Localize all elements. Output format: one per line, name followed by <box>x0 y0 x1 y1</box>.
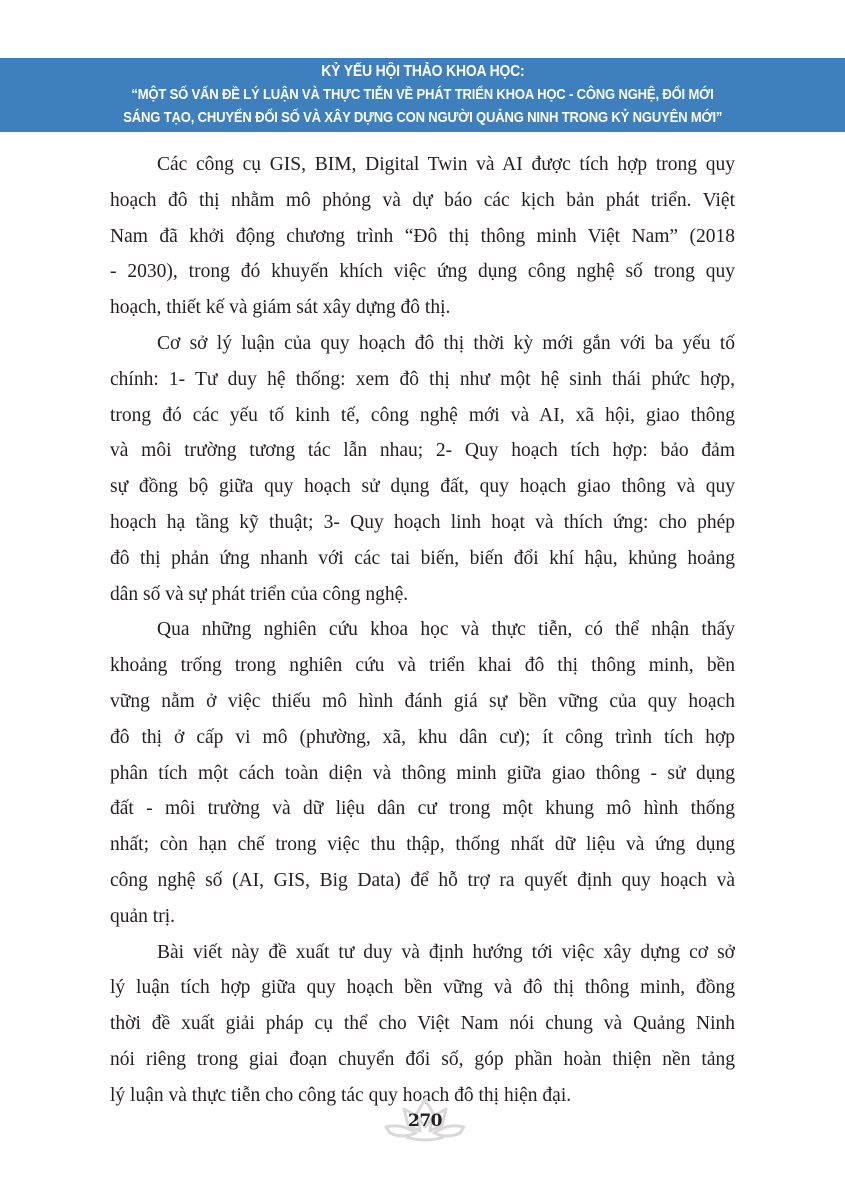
text-line: chính: 1- Tư duy hệ thống: xem đô thị như một hệ sinh thái phức hợp, <box>110 368 735 390</box>
paragraph-2 <box>110 326 735 612</box>
text-line: Cơ sở lý luận của quy hoạch đô thị thời kỳ mới gắn với ba yếu tố <box>157 332 735 354</box>
text-line: thời đề xuất giải pháp cụ thể cho Việt Nam nói chung và Quảng Ninh <box>110 1013 735 1035</box>
text-line: phân tích một cách toàn diện và thông minh giữa giao thông - sử dụng <box>110 762 735 784</box>
text-line: đất - môi trường và dữ liệu dân cư trong một khung mô hình thống <box>110 798 735 820</box>
text-line: Qua những nghiên cứu khoa học và thực tiễn, có thể nhận thấy <box>157 619 735 641</box>
text-line: Bài viết này đề xuất tư duy và định hướng tới việc xây dựng cơ sở <box>157 941 735 963</box>
text-line: hoạch đô thị nhằm mô phỏng và dự báo các kịch bản phát triển. Việt <box>110 189 735 211</box>
text-line: trong đó các yếu tố kinh tế, công nghệ mới và AI, xã hội, giao thông <box>110 404 735 426</box>
text-line: quản trị. <box>110 905 175 927</box>
text-line: dân số và sự phát triển của công nghệ. <box>110 583 409 605</box>
text-line: lý luận và thực tiễn cho công tác quy hoạch đô thị hiện đại. <box>110 1084 572 1106</box>
text-line: Nam đã khởi động chương trình “Đô thị thông minh Việt Nam” (2018 <box>110 225 735 247</box>
text-line: đô thị ở cấp vi mô (phường, xã, khu dân cư); ít công trình tích hợp <box>110 726 735 748</box>
header-subtitle-line-2-text: SÁNG TẠO, CHUYỂN ĐỔI SỐ VÀ XÂY DỰNG CON NGƯỜI QUẢNG NINH TRONG KỶ NGUYÊN MỚI” <box>122 110 722 126</box>
text-line: và môi trường tương tác lẫn nhau; 2- Quy hoạch tích hợp: bảo đảm <box>110 440 735 462</box>
text-line: lý luận tích hợp giữa quy hoạch bền vững và đô thị thông minh, đồng <box>110 977 735 999</box>
header-title <box>0 62 845 82</box>
text-line: công nghệ số (AI, GIS, Big Data) để hỗ trợ ra quyết định quy hoạch và <box>110 869 735 891</box>
text-line: đô thị phản ứng nhanh với các tai biến, biến đổi khí hậu, khủng hoảng <box>110 547 735 569</box>
header-title-text: KỶ YẾU HỘI THẢO KHOA HỌC: <box>320 63 525 80</box>
paragraph-3 <box>110 612 735 934</box>
text-line: khoảng trống trong nghiên cứu và triển khai đô thị thông minh, bền <box>110 655 735 677</box>
header-subtitle-line-1 <box>0 85 845 105</box>
text-line: hoạch, thiết kế và giám sát xây dựng đô thị. <box>110 297 451 319</box>
text-line: vững nằm ở việc thiếu mô hình đánh giá sự bền vững của quy hoạch <box>110 690 735 712</box>
text-line: - 2030), trong đó khuyến khích việc ứng dụng công nghệ số trong quy <box>110 261 735 283</box>
text-line: hoạch hạ tầng kỹ thuật; 3- Quy hoạch linh hoạt và thích ứng: cho phép <box>110 511 735 533</box>
conference-header-banner <box>0 58 845 132</box>
text-line: Các công cụ GIS, BIM, Digital Twin và AI được tích hợp trong quy <box>157 154 735 175</box>
page-number: 270 <box>408 1111 442 1131</box>
text-line: nói riêng trong giai đoạn chuyển đổi số, góp phần hoàn thiện nền tảng <box>110 1048 735 1070</box>
paragraph-4 <box>110 935 735 1114</box>
header-subtitle-line-2 <box>0 108 845 128</box>
text-line: nhất; còn hạn chế trong việc thu thập, thống nhất dữ liệu và ứng dụng <box>110 834 735 856</box>
article-body <box>110 147 735 1114</box>
paragraph-1 <box>110 147 735 326</box>
page-number-badge <box>382 1097 468 1143</box>
header-subtitle-line-1-text: “MỘT SỐ VẤN ĐỀ LÝ LUẬN VÀ THỰC TIỄN VỀ PHÁT TRIỂN KHOA HỌC - CÔNG NGHỆ, ĐỔI MỚI <box>131 87 714 103</box>
text-line: sự đồng bộ giữa quy hoạch sử dụng đất, quy hoạch giao thông và quy <box>110 476 735 498</box>
